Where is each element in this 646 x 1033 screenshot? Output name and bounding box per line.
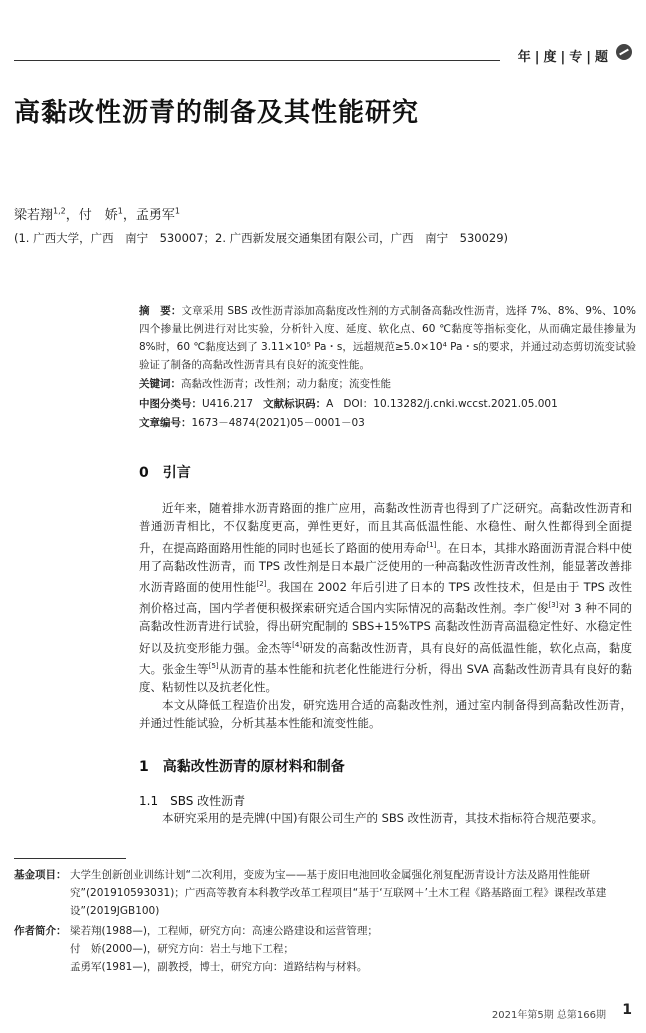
author-name: 付 娇 xyxy=(78,208,118,223)
article-number-label: 文章编号： xyxy=(139,417,192,429)
abstract-text: 文章采用 SBS 改性沥青添加高黏度改性剂的方式制备高黏改性沥青，选择 7%、8%、9%、10%四个掺量比例进行对比实验，分析针入度、延度、软化点、60 ℃黏度等指标变化，从而确定最佳掺量为 8%时，60 ℃黏度达到了 3.11×10⁵ Pa・s，远超规范≥5.0×10⁴ Pa・s的要求，并通过动态剪切流变试验验证了制备的高黏改性沥青具有良好的流变性能。 xyxy=(139,305,637,371)
keywords-text: 高黏改性沥青；改性剂；动力黏度；流变性能 xyxy=(181,378,391,390)
issue-info: 2021年第5期 总第166期 xyxy=(491,1010,606,1021)
column-char: 年 xyxy=(517,50,533,65)
author-line: 梁若翔$^{1,2}$，付 娇$^1$，孟勇军$^1$ xyxy=(14,206,180,223)
intro-paragraph xyxy=(139,499,632,696)
keywords-label: 关键词： xyxy=(139,378,181,390)
abstract xyxy=(139,302,636,374)
fund-note xyxy=(14,866,634,920)
doc-label: 文献标识码： xyxy=(263,398,327,410)
author-name: 梁若翔 xyxy=(14,208,54,223)
citation: [4] xyxy=(292,640,303,649)
text-run: 。我国在 2002 年后引进了日本的 TPS 改性技术，但是由于 TPS 改性剂价格过高，国内学者便积极探索研究适合国内实际情况的高黏改性剂。李广俊 xyxy=(139,579,633,615)
abstract-label: 摘 要： xyxy=(139,305,182,317)
section-heading-intro: 0 引言 xyxy=(139,465,191,481)
column-char: 度 xyxy=(543,50,559,65)
text-run: 对 3 种不同的高黏改性沥青进行试验，得出研究配制的 SBS+15%TPS 高黏改性沥青高温稳定性好、水稳定性好以及抗变形能力强。金杰等 xyxy=(139,600,632,655)
text-run: 从沥青的基本性能和抗老化性能进行分析，得出 SVA 高黏改性沥青具有良好的黏度、粘韧性以及抗老化性。 xyxy=(139,661,633,694)
intro-paragraph-2 xyxy=(139,696,632,733)
article-number-value: 1673－4874(2021)05－0001－03 xyxy=(191,417,365,429)
fund-text: 大学生创新创业训练计划“二次利用，变废为宝——基于废旧电池回收金属强化剂复配沥青设计方法及路用性能研究”(201910593031)；广西高等教育本科教学改革工程项目“基于‘互联网＋’土木工程《路基路面工程》课程改革建设”(2019JGB100) xyxy=(70,869,607,917)
keywords xyxy=(139,375,636,393)
section-heading-materials: 1 高黏改性沥青的原材料和制备 xyxy=(139,759,345,775)
classification-line xyxy=(139,395,636,413)
citation: [5] xyxy=(208,661,219,670)
citation: [1] xyxy=(426,540,437,549)
doi-value: 10.13282/j.cnki.wccst.2021.05.001 xyxy=(373,398,558,410)
column-char: 题 xyxy=(594,50,610,65)
fund-label: 基金项目： xyxy=(14,869,67,881)
page-number: 1 xyxy=(622,1002,632,1018)
citation: [2] xyxy=(256,580,267,589)
column-char: 专 xyxy=(569,50,585,65)
doi-label: DOI： xyxy=(343,398,374,410)
author-affil-sup: 1 xyxy=(174,206,180,216)
journal-logo-icon xyxy=(616,44,632,60)
doc-value: A xyxy=(326,398,334,410)
paper-title: 高黏改性沥青的制备及其性能研究 xyxy=(14,98,420,128)
author-intro-text xyxy=(70,922,634,976)
author-intro-line: 孟勇军(1981—)，副教授，博士，研究方向：道路结构与材料。 xyxy=(70,961,368,973)
affiliation: (1. 广西大学，广西 南宁 530007；2. 广西新发展交通集团有限公司，广西 南宁 530029) xyxy=(14,231,509,245)
text-run: 近年来，随着排水沥青路面的推广应用，高黏改性沥青也得到了广泛研究。高黏改性沥青和普通沥青相比，不仅黏度更高，弹性更好，而且其高低温性能、水稳性、耐久性都得到全面提升，在提高路面路用性能的同时也延长了路面的使用寿命 xyxy=(139,501,632,555)
text-run: 研发的高黏改性沥青，具有良好的高低温性能，软化点高，黏度大。张金生等 xyxy=(139,640,632,676)
sbs-paragraph xyxy=(139,809,632,827)
article-number xyxy=(139,414,636,432)
header-rule xyxy=(14,60,500,61)
author-affil-sup: 1,2 xyxy=(53,206,66,216)
author-intro xyxy=(14,922,634,976)
author-intro-label: 作者简介： xyxy=(14,925,67,937)
author-name: 孟勇军 xyxy=(135,208,175,223)
footnote-rule xyxy=(14,858,126,859)
cls-label: 中图分类号： xyxy=(139,398,202,410)
author-affil-sup: 1 xyxy=(117,206,123,216)
text-run: 。在日本，其排水路面沥青混合料中使用了高黏改性沥青，而 TPS 改性剂是日本最广泛使用的一种高黏改性沥青改性剂，能显著改善排水沥青路面的使用性能 xyxy=(139,540,632,594)
subsection-heading-sbs: 1.1 SBS 改性沥青 xyxy=(139,794,246,808)
cls-value: U416.217 xyxy=(202,398,254,410)
column-label: 年 | 度 | 专 | 题 xyxy=(517,50,610,65)
author-intro-line: 梁若翔(1988—)，工程师，研究方向：高速公路建设和运营管理； xyxy=(70,925,378,937)
author-intro-line: 付 娇(2000—)，研究方向：岩土与地下工程； xyxy=(70,943,294,955)
text-run: 本研究采用的是壳牌(中国)有限公司生产的 SBS 改性沥青，其技术指标符合规范要求。 xyxy=(162,811,604,825)
citation: [3] xyxy=(548,601,559,610)
text-run: 本文从降低工程造价出发，研究选用合适的高黏改性剂，通过室内制备得到高黏改性沥青，并通过性能试验，分析其基本性能和流变性能。 xyxy=(139,698,632,731)
